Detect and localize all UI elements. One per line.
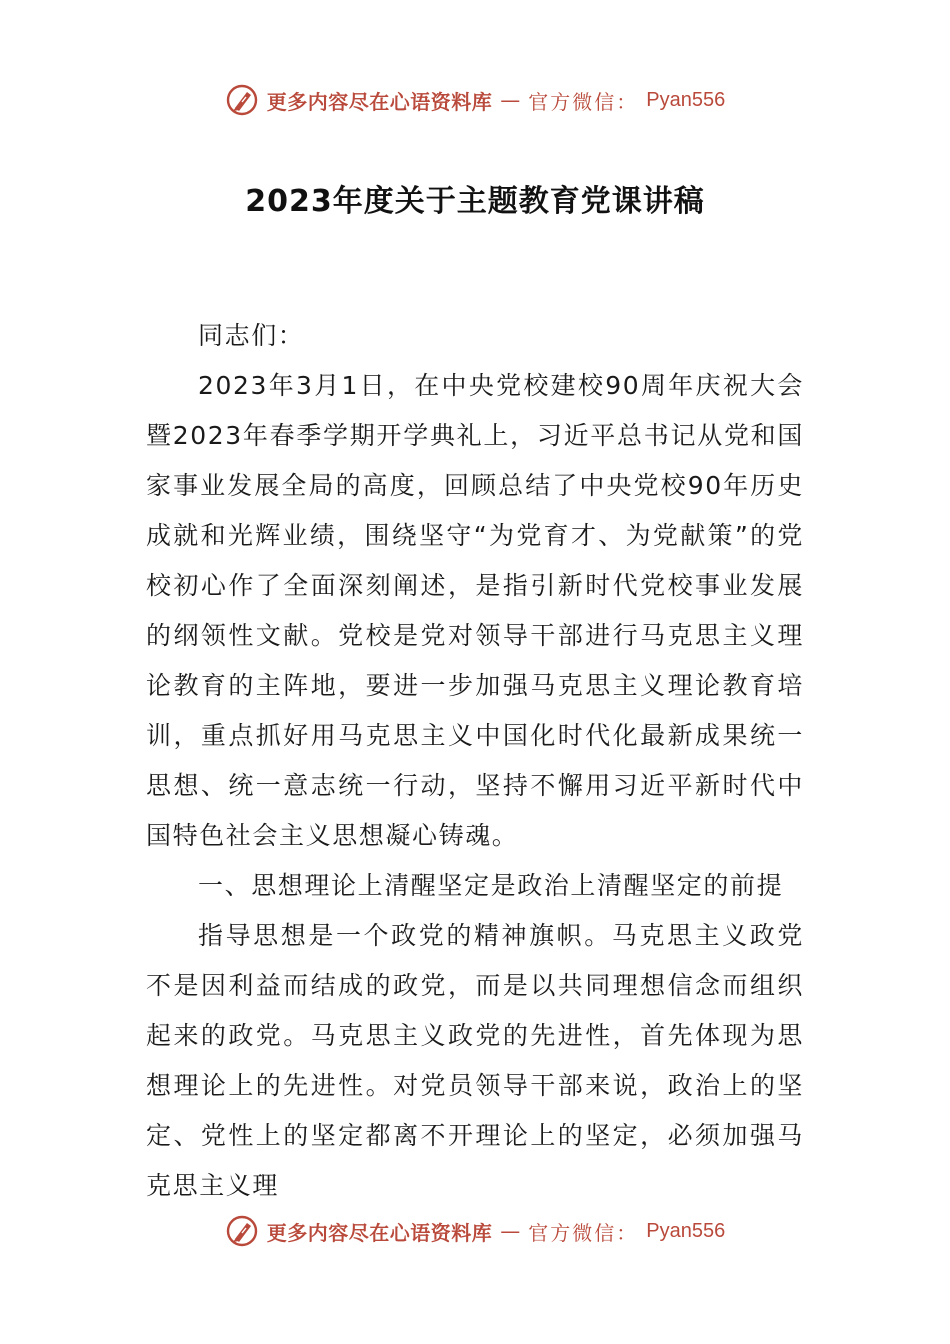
banner-official-label: 官方微信： — [528, 1220, 639, 1245]
banner-wechat-id: Pyan556 — [646, 88, 726, 111]
banner-official-label: 官方微信： — [528, 89, 639, 114]
body-paragraph: 指导思想是一个政党的精神旗帜。马克思主义政党不是因利益而结成的政党，而是以共同理想信念而组织起来的政党。马克思主义政党的先进性，首先体现为思想理论上的先进性。对党员领导干部来说，政治上的坚定、党性上的坚定都离不开理论上的坚定，必须加强马克思主义理 — [146, 921, 804, 1200]
document-body — [146, 311, 804, 1211]
banner-wechat-id: Pyan556 — [646, 1219, 726, 1242]
header-watermark-banner — [0, 80, 950, 120]
document-title: 2023年度关于主题教育党课讲稿 — [245, 184, 705, 219]
pen-nib-logo-icon — [225, 1214, 259, 1248]
body-paragraph: 2023年3月1日，在中央党校建校90周年庆祝大会暨2023年春季学期开学典礼上，习近平总书记从党和国家事业发展全局的高度，回顾总结了中央党校90年历史成就和光辉业绩，围绕坚守“为党育才、为党献策”的党校初心作了全面深刻阐述，是指引新时代党校事业发展的纲领性文献。党校是党对领导干部进行马克思主义理论教育的主阵地，要进一步加强马克思主义理论教育培训，重点抓好用马克思主义中国化时代化最新成果统一思想、统一意志统一行动，坚持不懈用习近平新时代中国特色社会主义思想凝心铸魂。 — [146, 371, 804, 850]
banner-separator: — — [500, 1219, 521, 1243]
banner-main-text: 更多内容尽在心语资料库 — [266, 89, 493, 114]
section-heading: 一、思想理论上清醒坚定是政治上清醒坚定的前提 — [198, 871, 784, 900]
pen-nib-logo-icon — [225, 83, 259, 117]
banner-main-text: 更多内容尽在心语资料库 — [266, 1220, 493, 1245]
salutation: 同志们： — [198, 321, 305, 350]
footer-watermark-banner — [0, 1211, 950, 1251]
banner-separator: — — [500, 88, 521, 112]
